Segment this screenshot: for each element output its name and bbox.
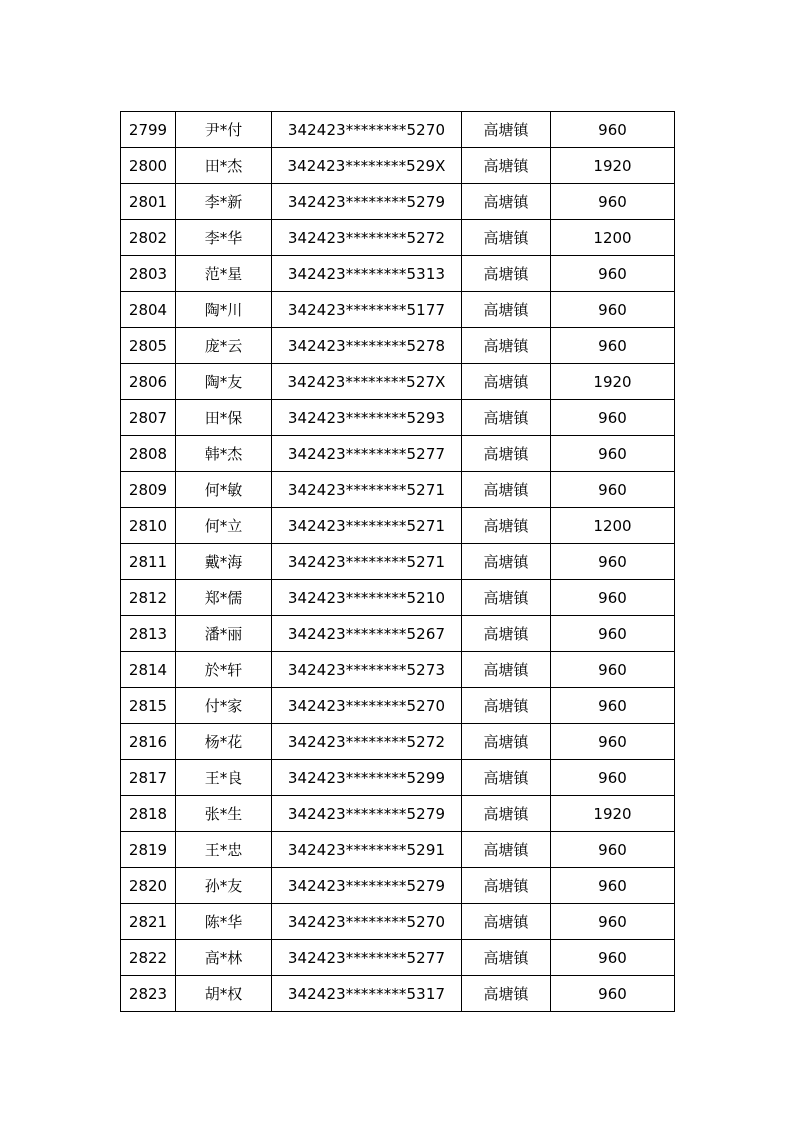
name-cell: 庞*云 (176, 328, 272, 364)
id-number-cell: 342423********5277 (272, 940, 462, 976)
id-number-cell: 342423********5291 (272, 832, 462, 868)
amount-cell: 960 (551, 760, 675, 796)
town-cell: 高塘镇 (462, 616, 551, 652)
row-number-cell: 2802 (121, 220, 176, 256)
name-cell: 孙*友 (176, 868, 272, 904)
row-number-cell: 2821 (121, 904, 176, 940)
table-row (121, 328, 675, 364)
table-row (121, 580, 675, 616)
id-number-cell: 342423********5317 (272, 976, 462, 1012)
table-row (121, 544, 675, 580)
row-number-cell: 2803 (121, 256, 176, 292)
table-row (121, 364, 675, 400)
row-number-cell: 2804 (121, 292, 176, 328)
town-cell: 高塘镇 (462, 400, 551, 436)
name-cell: 陶*川 (176, 292, 272, 328)
amount-cell: 1920 (551, 796, 675, 832)
row-number-cell: 2818 (121, 796, 176, 832)
town-cell: 高塘镇 (462, 472, 551, 508)
table-row (121, 724, 675, 760)
town-cell: 高塘镇 (462, 256, 551, 292)
row-number-cell: 2809 (121, 472, 176, 508)
name-cell: 韩*杰 (176, 436, 272, 472)
table-row (121, 508, 675, 544)
id-number-cell: 342423********5279 (272, 184, 462, 220)
town-cell: 高塘镇 (462, 940, 551, 976)
table-row (121, 112, 675, 148)
name-cell: 王*忠 (176, 832, 272, 868)
name-cell: 范*星 (176, 256, 272, 292)
town-cell: 高塘镇 (462, 328, 551, 364)
name-cell: 尹*付 (176, 112, 272, 148)
id-number-cell: 342423********5278 (272, 328, 462, 364)
table-row (121, 832, 675, 868)
amount-cell: 960 (551, 868, 675, 904)
name-cell: 田*保 (176, 400, 272, 436)
table-row (121, 292, 675, 328)
name-cell: 潘*丽 (176, 616, 272, 652)
id-number-cell: 342423********5270 (272, 112, 462, 148)
id-number-cell: 342423********5270 (272, 688, 462, 724)
row-number-cell: 2811 (121, 544, 176, 580)
id-number-cell: 342423********529X (272, 148, 462, 184)
town-cell: 高塘镇 (462, 580, 551, 616)
row-number-cell: 2815 (121, 688, 176, 724)
amount-cell: 960 (551, 652, 675, 688)
name-cell: 杨*花 (176, 724, 272, 760)
row-number-cell: 2801 (121, 184, 176, 220)
table-row (121, 976, 675, 1012)
table-row (121, 256, 675, 292)
amount-cell: 960 (551, 544, 675, 580)
table-row (121, 436, 675, 472)
name-cell: 於*轩 (176, 652, 272, 688)
amount-cell: 960 (551, 580, 675, 616)
name-cell: 陈*华 (176, 904, 272, 940)
town-cell: 高塘镇 (462, 508, 551, 544)
id-number-cell: 342423********5293 (272, 400, 462, 436)
row-number-cell: 2807 (121, 400, 176, 436)
table-row (121, 796, 675, 832)
amount-cell: 960 (551, 724, 675, 760)
row-number-cell: 2810 (121, 508, 176, 544)
amount-cell: 960 (551, 400, 675, 436)
table-row (121, 652, 675, 688)
id-number-cell: 342423********527X (272, 364, 462, 400)
row-number-cell: 2813 (121, 616, 176, 652)
row-number-cell: 2820 (121, 868, 176, 904)
name-cell: 田*杰 (176, 148, 272, 184)
name-cell: 胡*权 (176, 976, 272, 1012)
amount-cell: 960 (551, 256, 675, 292)
town-cell: 高塘镇 (462, 760, 551, 796)
id-number-cell: 342423********5210 (272, 580, 462, 616)
id-number-cell: 342423********5272 (272, 724, 462, 760)
id-number-cell: 342423********5267 (272, 616, 462, 652)
name-cell: 何*立 (176, 508, 272, 544)
amount-cell: 1200 (551, 508, 675, 544)
table-row (121, 760, 675, 796)
id-number-cell: 342423********5271 (272, 508, 462, 544)
name-cell: 李*新 (176, 184, 272, 220)
table-row (121, 940, 675, 976)
town-cell: 高塘镇 (462, 832, 551, 868)
row-number-cell: 2814 (121, 652, 176, 688)
table-row (121, 904, 675, 940)
row-number-cell: 2800 (121, 148, 176, 184)
row-number-cell: 2812 (121, 580, 176, 616)
town-cell: 高塘镇 (462, 688, 551, 724)
amount-cell: 960 (551, 940, 675, 976)
amount-cell: 1920 (551, 148, 675, 184)
id-number-cell: 342423********5272 (272, 220, 462, 256)
id-number-cell: 342423********5279 (272, 796, 462, 832)
subsidy-roster-table (120, 111, 675, 1012)
table-row (121, 184, 675, 220)
amount-cell: 960 (551, 688, 675, 724)
name-cell: 王*良 (176, 760, 272, 796)
town-cell: 高塘镇 (462, 904, 551, 940)
table-row (121, 400, 675, 436)
town-cell: 高塘镇 (462, 184, 551, 220)
town-cell: 高塘镇 (462, 976, 551, 1012)
id-number-cell: 342423********5313 (272, 256, 462, 292)
row-number-cell: 2808 (121, 436, 176, 472)
row-number-cell: 2816 (121, 724, 176, 760)
town-cell: 高塘镇 (462, 544, 551, 580)
name-cell: 戴*海 (176, 544, 272, 580)
table-row (121, 616, 675, 652)
amount-cell: 960 (551, 292, 675, 328)
town-cell: 高塘镇 (462, 148, 551, 184)
table-row (121, 220, 675, 256)
town-cell: 高塘镇 (462, 112, 551, 148)
table-row (121, 868, 675, 904)
id-number-cell: 342423********5273 (272, 652, 462, 688)
id-number-cell: 342423********5271 (272, 472, 462, 508)
town-cell: 高塘镇 (462, 652, 551, 688)
name-cell: 张*生 (176, 796, 272, 832)
amount-cell: 960 (551, 904, 675, 940)
id-number-cell: 342423********5177 (272, 292, 462, 328)
amount-cell: 1920 (551, 364, 675, 400)
row-number-cell: 2799 (121, 112, 176, 148)
name-cell: 陶*友 (176, 364, 272, 400)
name-cell: 何*敏 (176, 472, 272, 508)
row-number-cell: 2822 (121, 940, 176, 976)
table-body (121, 112, 675, 1012)
name-cell: 李*华 (176, 220, 272, 256)
amount-cell: 1200 (551, 220, 675, 256)
amount-cell: 960 (551, 112, 675, 148)
table-row (121, 472, 675, 508)
town-cell: 高塘镇 (462, 724, 551, 760)
row-number-cell: 2806 (121, 364, 176, 400)
amount-cell: 960 (551, 436, 675, 472)
id-number-cell: 342423********5270 (272, 904, 462, 940)
town-cell: 高塘镇 (462, 292, 551, 328)
town-cell: 高塘镇 (462, 796, 551, 832)
amount-cell: 960 (551, 832, 675, 868)
amount-cell: 960 (551, 472, 675, 508)
row-number-cell: 2817 (121, 760, 176, 796)
document-page (120, 111, 675, 1012)
name-cell: 高*林 (176, 940, 272, 976)
town-cell: 高塘镇 (462, 364, 551, 400)
amount-cell: 960 (551, 616, 675, 652)
id-number-cell: 342423********5277 (272, 436, 462, 472)
town-cell: 高塘镇 (462, 868, 551, 904)
town-cell: 高塘镇 (462, 436, 551, 472)
name-cell: 付*家 (176, 688, 272, 724)
row-number-cell: 2819 (121, 832, 176, 868)
amount-cell: 960 (551, 328, 675, 364)
id-number-cell: 342423********5299 (272, 760, 462, 796)
amount-cell: 960 (551, 184, 675, 220)
id-number-cell: 342423********5271 (272, 544, 462, 580)
row-number-cell: 2805 (121, 328, 176, 364)
table-row (121, 148, 675, 184)
id-number-cell: 342423********5279 (272, 868, 462, 904)
row-number-cell: 2823 (121, 976, 176, 1012)
name-cell: 郑*儒 (176, 580, 272, 616)
town-cell: 高塘镇 (462, 220, 551, 256)
amount-cell: 960 (551, 976, 675, 1012)
table-row (121, 688, 675, 724)
